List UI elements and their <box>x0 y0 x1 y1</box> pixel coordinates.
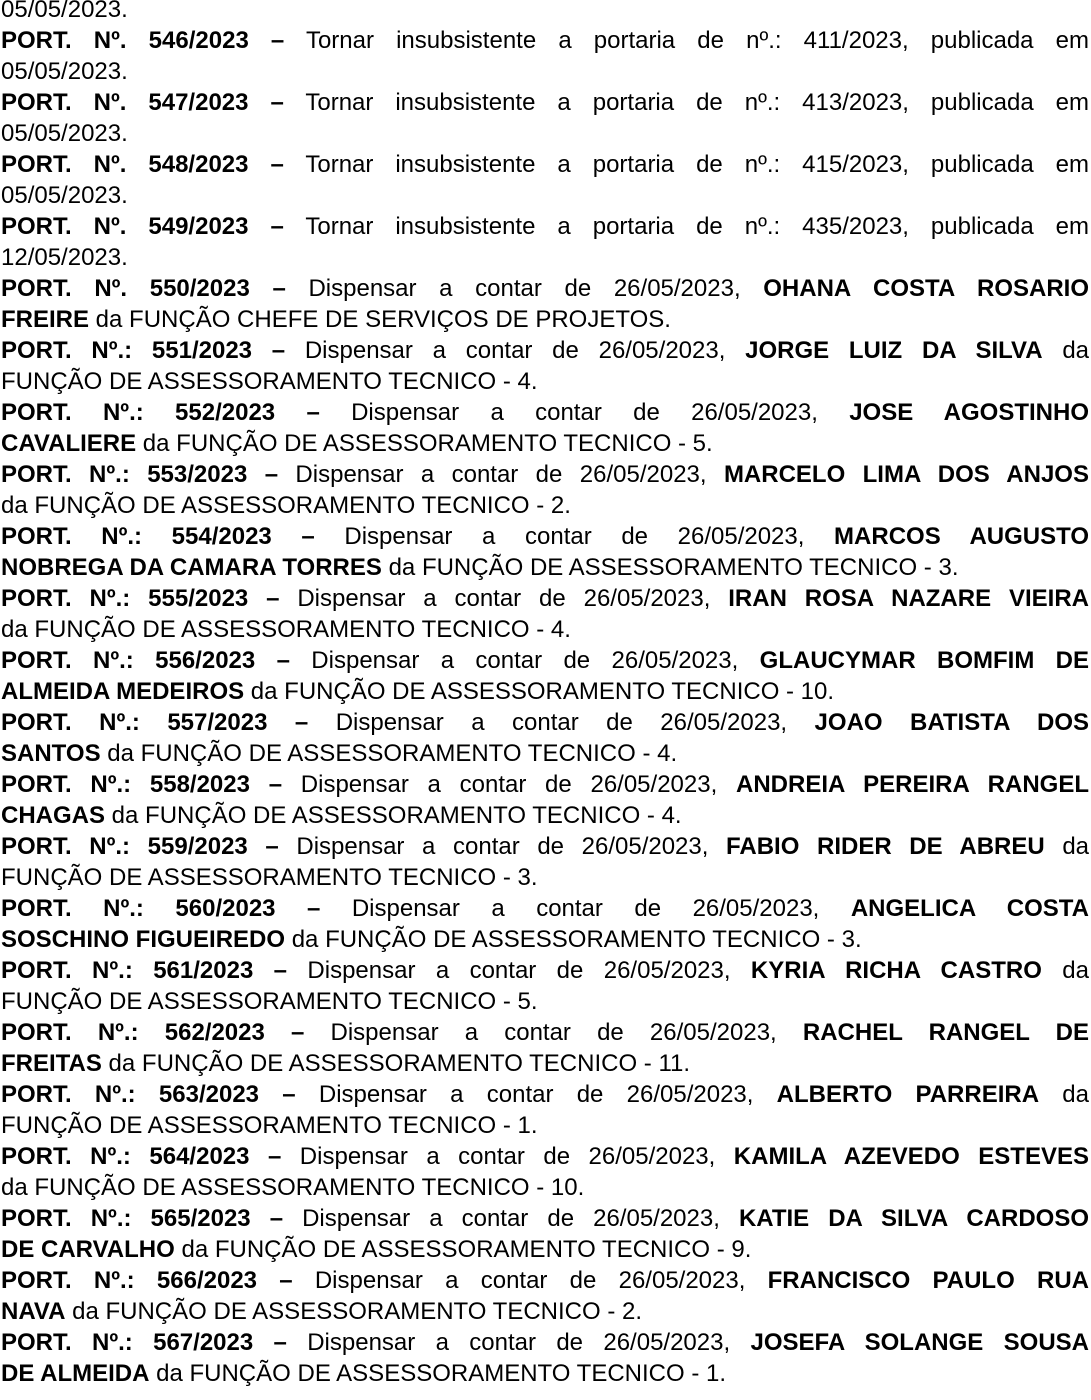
body-text: da FUNÇÃO DE ASSESSORAMENTO TECNICO - 4. <box>105 802 682 829</box>
body-text: Tornar insubsistente a portaria de nº.: 411/2023, publicada em <box>284 27 1089 54</box>
body-text: Dispensar a contar de 26/05/2023, <box>289 647 760 674</box>
portaria-continuation-line <box>1 1234 1089 1265</box>
body-text: Dispensar a contar de 26/05/2023, <box>308 709 815 736</box>
body-text: da FUNÇÃO DE ASSESSORAMENTO TECNICO - 10. <box>1 1174 585 1201</box>
bold-text: PORT. Nº.: 553/2023 – <box>1 461 279 488</box>
body-text: da FUNÇÃO DE ASSESSORAMENTO TECNICO - 10. <box>244 678 835 705</box>
body-text: Dispensar a contar de 26/05/2023, <box>278 833 727 860</box>
portaria-continuation-line <box>1 614 1089 645</box>
portaria-continuation-line <box>1 1110 1089 1141</box>
bold-text: FABIO RIDER DE ABREU <box>726 833 1045 860</box>
body-text: Tornar insubsistente a portaria de nº.: 415/2023, publicada em <box>283 151 1089 178</box>
bold-text: GLAUCYMAR BOMFIM DE <box>759 647 1089 674</box>
bold-text: JOAO BATISTA DOS <box>814 709 1089 736</box>
bold-text: OHANA COSTA ROSARIO <box>763 275 1089 302</box>
bold-text: NAVA <box>1 1298 66 1325</box>
portaria-line <box>1 87 1089 118</box>
portaria-line <box>1 583 1089 614</box>
bold-text: JOSEFA SOLANGE SOUSA <box>750 1329 1089 1356</box>
body-text: Dispensar a contar de 26/05/2023, <box>285 337 746 364</box>
body-text: da <box>1042 337 1089 364</box>
portaria-line <box>1 397 1089 428</box>
portaria-line <box>1 955 1089 986</box>
bold-text: PORT. Nº.: 567/2023 – <box>1 1329 287 1356</box>
bold-text: KAMILA AZEVEDO ESTEVES <box>733 1143 1089 1170</box>
portaria-line <box>1 1203 1089 1234</box>
portaria-line <box>1 459 1089 490</box>
bold-text: PORT. Nº. 550/2023 – <box>1 275 286 302</box>
body-text: FUNÇÃO DE ASSESSORAMENTO TECNICO - 1. <box>1 1112 538 1139</box>
bold-text: ALBERTO PARREIRA <box>776 1081 1040 1108</box>
bold-text: SANTOS <box>1 740 101 767</box>
portaria-continuation-line <box>1 490 1089 521</box>
bold-text: PORT. Nº. 548/2023 – <box>1 151 284 178</box>
portaria-line <box>1 273 1089 304</box>
body-text: 05/05/2023. <box>1 182 128 209</box>
bold-text: PORT. Nº.: 551/2023 – <box>1 337 286 364</box>
bold-text: PORT. Nº.: 565/2023 – <box>1 1205 284 1232</box>
body-text: da FUNÇÃO CHEFE DE SERVIÇOS DE PROJETOS. <box>89 306 671 333</box>
portaria-line <box>1 1327 1089 1358</box>
body-text: da <box>1044 833 1089 860</box>
bold-text: PORT. Nº.: 554/2023 – <box>1 523 315 550</box>
portaria-line <box>1 1079 1089 1110</box>
body-text: da <box>1041 957 1089 984</box>
portaria-continuation-line <box>1 1358 1089 1389</box>
bold-text: RACHEL RANGEL DE <box>802 1019 1089 1046</box>
bold-text: ANGELICA COSTA <box>850 895 1089 922</box>
bold-text: PORT. Nº.: 557/2023 – <box>1 709 309 736</box>
bold-text: JORGE LUIZ DA SILVA <box>745 337 1043 364</box>
portaria-continuation-line <box>1 118 1089 149</box>
portaria-line <box>1 1265 1089 1296</box>
portaria-continuation-line <box>1 1296 1089 1327</box>
bold-text: PORT. Nº. 549/2023 – <box>1 213 284 240</box>
body-text: Dispensar a contar de 26/05/2023, <box>286 1329 751 1356</box>
bold-text: KYRIA RICHA CASTRO <box>750 957 1042 984</box>
body-text: Dispensar a contar de 26/05/2023, <box>278 461 724 488</box>
portaria-continuation-line <box>1 800 1089 831</box>
body-text: da FUNÇÃO DE ASSESSORAMENTO TECNICO - 2. <box>65 1298 643 1325</box>
body-text: da FUNÇÃO DE ASSESSORAMENTO TECNICO - 3. <box>381 554 959 581</box>
portaria-line <box>1 521 1089 552</box>
body-text: Dispensar a contar de 26/05/2023, <box>295 1081 777 1108</box>
body-text: 05/05/2023. <box>1 58 128 85</box>
body-text: Dispensar a contar de 26/05/2023, <box>287 957 751 984</box>
body-text: Dispensar a contar de 26/05/2023, <box>292 1267 768 1294</box>
bold-text: PORT. Nº.: 563/2023 – <box>1 1081 296 1108</box>
body-text: Dispensar a contar de 26/05/2023, <box>282 771 736 798</box>
portaria-continuation-line <box>1 862 1089 893</box>
body-text: Dispensar a contar de 26/05/2023, <box>320 895 851 922</box>
body-text: 05/05/2023. <box>1 120 128 147</box>
bold-text: MARCELO LIMA DOS ANJOS <box>723 461 1089 488</box>
bold-text: PORT. Nº.: 566/2023 – <box>1 1267 293 1294</box>
bold-text: PORT. Nº.: 556/2023 – <box>1 647 290 674</box>
bold-text: KATIE DA SILVA CARDOSO <box>738 1205 1089 1232</box>
portaria-line <box>1 1141 1089 1172</box>
bold-text: IRAN ROSA NAZARE VIEIRA <box>728 585 1089 612</box>
portaria-continuation-line <box>1 366 1089 397</box>
body-text: da FUNÇÃO DE ASSESSORAMENTO TECNICO - 5. <box>136 430 713 457</box>
bold-text: PORT. Nº. 547/2023 – <box>1 89 284 116</box>
portaria-line <box>1 211 1089 242</box>
bold-text: ANDREIA PEREIRA RANGEL <box>735 771 1089 798</box>
bold-text: DE ALMEIDA <box>1 1360 150 1387</box>
portaria-continuation-line <box>1 428 1089 459</box>
bold-text: PORT. Nº.: 552/2023 – <box>1 399 320 426</box>
portaria-continuation-line <box>1 304 1089 335</box>
portaria-line <box>1 707 1089 738</box>
bold-text: CHAGAS <box>1 802 106 829</box>
body-text: FUNÇÃO DE ASSESSORAMENTO TECNICO - 3. <box>1 864 538 891</box>
portaria-continuation-line <box>1 738 1089 769</box>
body-text: da <box>1039 1081 1089 1108</box>
portaria-line <box>1 769 1089 800</box>
bold-text: PORT. Nº.: 564/2023 – <box>1 1143 282 1170</box>
body-text: da FUNÇÃO DE ASSESSORAMENTO TECNICO - 11. <box>101 1050 691 1077</box>
portaria-continuation-line <box>1 552 1089 583</box>
bold-text: ALMEIDA MEDEIROS <box>1 678 245 705</box>
body-text: da FUNÇÃO DE ASSESSORAMENTO TECNICO - 4. <box>100 740 678 767</box>
bold-text: PORT. Nº.: 555/2023 – <box>1 585 280 612</box>
portaria-line <box>1 893 1089 924</box>
portaria-line <box>1 1017 1089 1048</box>
portaria-line <box>1 25 1089 56</box>
bold-text: MARCOS AUGUSTO <box>834 523 1089 550</box>
portaria-continuation-line <box>1 986 1089 1017</box>
bold-text: SOSCHINO FIGUEIREDO <box>1 926 286 953</box>
body-text: da FUNÇÃO DE ASSESSORAMENTO TECNICO - 2. <box>1 492 571 519</box>
body-text: Dispensar a contar de 26/05/2023, <box>283 1205 739 1232</box>
body-text: Dispensar a contar de 26/05/2023, <box>279 585 729 612</box>
portaria-line <box>1 149 1089 180</box>
body-text: da FUNÇÃO DE ASSESSORAMENTO TECNICO - 3. <box>285 926 862 953</box>
body-text: 12/05/2023. <box>1 244 128 271</box>
bold-text: JOSE AGOSTINHO <box>849 399 1089 426</box>
body-text: Dispensar a contar de 26/05/2023, <box>285 275 764 302</box>
portaria-continuation-line <box>1 924 1089 955</box>
bold-text: PORT. Nº. 546/2023 – <box>1 27 285 54</box>
continued-line <box>1 0 1089 25</box>
bold-text: CAVALIERE <box>1 430 137 457</box>
body-text: Dispensar a contar de 26/05/2023, <box>281 1143 734 1170</box>
portaria-continuation-line <box>1 180 1089 211</box>
body-text: Tornar insubsistente a portaria de nº.: 413/2023, publicada em <box>283 89 1089 116</box>
portaria-continuation-line <box>1 676 1089 707</box>
bold-text: FRANCISCO PAULO RUA <box>767 1267 1089 1294</box>
body-text: Dispensar a contar de 26/05/2023, <box>304 1019 803 1046</box>
portaria-continuation-line <box>1 1048 1089 1079</box>
bold-text: FREIRE <box>1 306 90 333</box>
bold-text: DE CARVALHO <box>1 1236 175 1263</box>
portaria-continuation-line <box>1 242 1089 273</box>
body-text: Dispensar a contar de 26/05/2023, <box>319 399 850 426</box>
body-text: 05/05/2023. <box>1 0 128 23</box>
bold-text: FREITAS <box>1 1050 102 1077</box>
body-text: FUNÇÃO DE ASSESSORAMENTO TECNICO - 5. <box>1 988 538 1015</box>
portaria-continuation-line <box>1 56 1089 87</box>
bold-text: PORT. Nº.: 559/2023 – <box>1 833 279 860</box>
portaria-line <box>1 645 1089 676</box>
bold-text: PORT. Nº.: 561/2023 – <box>1 957 288 984</box>
bold-text: PORT. Nº.: 560/2023 – <box>1 895 321 922</box>
body-text: FUNÇÃO DE ASSESSORAMENTO TECNICO - 4. <box>1 368 538 395</box>
bold-text: PORT. Nº.: 562/2023 – <box>1 1019 305 1046</box>
bold-text: PORT. Nº.: 558/2023 – <box>1 771 283 798</box>
portaria-line <box>1 831 1089 862</box>
body-text: da FUNÇÃO DE ASSESSORAMENTO TECNICO - 9. <box>174 1236 752 1263</box>
portaria-line <box>1 335 1089 366</box>
body-text: Dispensar a contar de 26/05/2023, <box>314 523 835 550</box>
body-text: da FUNÇÃO DE ASSESSORAMENTO TECNICO - 4. <box>1 616 571 643</box>
portaria-continuation-line <box>1 1172 1089 1203</box>
bold-text: NOBREGA DA CAMARA TORRES <box>1 554 382 581</box>
body-text: Tornar insubsistente a portaria de nº.: 435/2023, publicada em <box>283 213 1089 240</box>
body-text: da FUNÇÃO DE ASSESSORAMENTO TECNICO - 1. <box>149 1360 727 1387</box>
